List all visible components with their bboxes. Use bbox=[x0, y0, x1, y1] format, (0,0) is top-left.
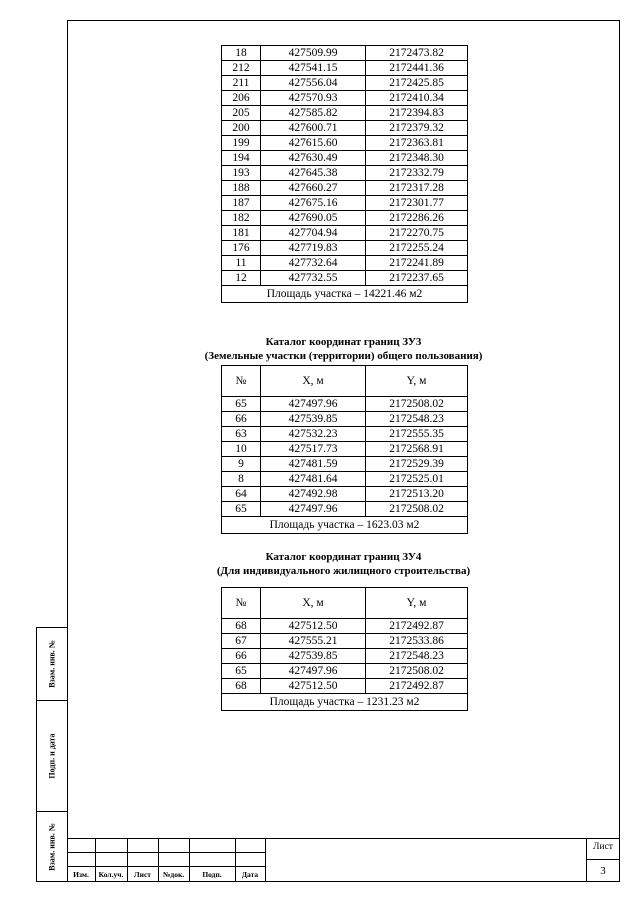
table-row bbox=[222, 487, 468, 502]
table-2-title-line-2: (Земельные участки (территории) общего пользования) bbox=[204, 350, 483, 362]
table-cell: 200 bbox=[222, 121, 261, 136]
table-cell: 2172255.24 bbox=[366, 241, 468, 256]
sheet-label: Лист bbox=[593, 842, 613, 852]
table-row bbox=[222, 91, 468, 106]
table-cell: 2172301.77 bbox=[366, 196, 468, 211]
table-cell: 194 bbox=[222, 151, 261, 166]
table-cell: 65 bbox=[222, 664, 261, 679]
title-block-col-6 bbox=[265, 838, 266, 882]
table-2-title bbox=[67, 335, 620, 363]
table-cell: 427732.64 bbox=[261, 256, 366, 271]
table-cell: 427615.60 bbox=[261, 136, 366, 151]
area-cell: Площадь участка – 1623.03 м2 bbox=[222, 517, 468, 534]
table-cell: 2172508.02 bbox=[366, 502, 468, 517]
table-cell: 427719.83 bbox=[261, 241, 366, 256]
table-cell: 66 bbox=[222, 649, 261, 664]
area-cell: Площадь участка – 1231.23 м2 bbox=[222, 694, 468, 711]
table-cell: 427481.64 bbox=[261, 472, 366, 487]
table-cell: 427570.93 bbox=[261, 91, 366, 106]
table-cell: 193 bbox=[222, 166, 261, 181]
side-stamp-podp-data-label: Подп. и дата bbox=[47, 733, 57, 779]
table-cell: 2172270.75 bbox=[366, 226, 468, 241]
header-cell: X, м bbox=[261, 588, 366, 619]
table-cell: 427556.04 bbox=[261, 76, 366, 91]
title-block-top-line bbox=[67, 838, 620, 839]
table-cell: 2172555.35 bbox=[366, 427, 468, 442]
table-cell: 212 bbox=[222, 61, 261, 76]
table-cell: 427509.99 bbox=[261, 46, 366, 61]
side-stamp-inv-zam-label: Взам. инв. № bbox=[47, 640, 57, 688]
table-cell: 68 bbox=[222, 679, 261, 694]
table-row bbox=[222, 427, 468, 442]
table-row bbox=[222, 679, 468, 694]
table-cell: 11 bbox=[222, 256, 261, 271]
table-cell: 2172513.20 bbox=[366, 487, 468, 502]
table-cell: 2172473.82 bbox=[366, 46, 468, 61]
table-cell: 2172394.83 bbox=[366, 106, 468, 121]
table-cell: 65 bbox=[222, 397, 261, 412]
table-2-title-line-1: Каталог координат границ ЗУ3 bbox=[265, 336, 422, 348]
area-cell: Площадь участка – 14221.46 м2 bbox=[222, 286, 468, 303]
table-cell: 199 bbox=[222, 136, 261, 151]
table-cell: 2172525.01 bbox=[366, 472, 468, 487]
table-cell: 2172529.39 bbox=[366, 457, 468, 472]
table-cell: 2172237.65 bbox=[366, 271, 468, 286]
table-row bbox=[222, 136, 468, 151]
coords-table-2 bbox=[221, 365, 468, 534]
table-row bbox=[222, 634, 468, 649]
table-row bbox=[222, 397, 468, 412]
sheet-number: 3 bbox=[600, 865, 606, 877]
table-cell: 12 bbox=[222, 271, 261, 286]
table-cell: 10 bbox=[222, 442, 261, 457]
table-cell: 2172379.32 bbox=[366, 121, 468, 136]
table-cell: 427517.73 bbox=[261, 442, 366, 457]
table-row bbox=[222, 181, 468, 196]
table-cell: 427532.23 bbox=[261, 427, 366, 442]
table-cell: 427660.27 bbox=[261, 181, 366, 196]
table-cell: 67 bbox=[222, 634, 261, 649]
side-stamp-inv-podl-label: Взам. инв. № bbox=[47, 822, 57, 871]
table-row bbox=[222, 457, 468, 472]
title-block-kol-uch: Кол.уч. bbox=[98, 870, 124, 879]
table-cell: 2172568.91 bbox=[366, 442, 468, 457]
table-cell: 427539.85 bbox=[261, 412, 366, 427]
table-cell: 2172548.23 bbox=[366, 412, 468, 427]
header-cell: Y, м bbox=[366, 366, 468, 397]
table-header-row bbox=[222, 366, 468, 397]
table-cell: 2172548.23 bbox=[366, 649, 468, 664]
table-cell: 427541.15 bbox=[261, 61, 366, 76]
coords-table-1 bbox=[221, 45, 468, 303]
title-block-ndok: №док. bbox=[162, 870, 185, 879]
area-row bbox=[222, 286, 468, 303]
table-cell: 427497.96 bbox=[261, 502, 366, 517]
table-cell: 182 bbox=[222, 211, 261, 226]
table-cell: 2172508.02 bbox=[366, 397, 468, 412]
side-stamp-inv-zam bbox=[36, 627, 68, 701]
table-cell: 427539.85 bbox=[261, 649, 366, 664]
table-cell: 9 bbox=[222, 457, 261, 472]
table-row bbox=[222, 619, 468, 634]
table-cell: 188 bbox=[222, 181, 261, 196]
table-cell: 427497.96 bbox=[261, 397, 366, 412]
table-cell: 64 bbox=[222, 487, 261, 502]
table-cell: 2172441.36 bbox=[366, 61, 468, 76]
table-cell: 2172332.79 bbox=[366, 166, 468, 181]
table-row bbox=[222, 664, 468, 679]
table-cell: 427704.94 bbox=[261, 226, 366, 241]
table-cell: 66 bbox=[222, 412, 261, 427]
table-cell: 2172363.81 bbox=[366, 136, 468, 151]
table-cell: 2172508.02 bbox=[366, 664, 468, 679]
table-row bbox=[222, 166, 468, 181]
table-row bbox=[222, 46, 468, 61]
table-row bbox=[222, 151, 468, 166]
title-block bbox=[67, 838, 620, 882]
table-cell: 2172317.28 bbox=[366, 181, 468, 196]
header-cell: № bbox=[222, 366, 261, 397]
table-cell: 2172425.85 bbox=[366, 76, 468, 91]
table-cell: 68 bbox=[222, 619, 261, 634]
table-cell: 8 bbox=[222, 472, 261, 487]
table-cell: 2172410.34 bbox=[366, 91, 468, 106]
table-cell: 427690.05 bbox=[261, 211, 366, 226]
table-row bbox=[222, 61, 468, 76]
table-cell: 206 bbox=[222, 91, 261, 106]
table-cell: 427585.82 bbox=[261, 106, 366, 121]
table-row bbox=[222, 472, 468, 487]
table-row bbox=[222, 226, 468, 241]
table-cell: 427675.16 bbox=[261, 196, 366, 211]
table-row bbox=[222, 76, 468, 91]
table-cell: 427481.59 bbox=[261, 457, 366, 472]
area-row bbox=[222, 517, 468, 534]
table-row bbox=[222, 649, 468, 664]
table-3-title-line-1: Каталог координат границ ЗУ4 bbox=[265, 551, 422, 563]
table-row bbox=[222, 211, 468, 226]
table-row bbox=[222, 241, 468, 256]
table-cell: 427630.49 bbox=[261, 151, 366, 166]
table-3-title-line-2: (Для индивидуального жилищного строительства) bbox=[216, 565, 471, 577]
table-cell: 65 bbox=[222, 502, 261, 517]
coords-table-3 bbox=[221, 587, 468, 711]
table-cell: 211 bbox=[222, 76, 261, 91]
table-cell: 427492.98 bbox=[261, 487, 366, 502]
table-cell: 427732.55 bbox=[261, 271, 366, 286]
table-row bbox=[222, 121, 468, 136]
table-cell: 427512.50 bbox=[261, 679, 366, 694]
table-cell: 427645.38 bbox=[261, 166, 366, 181]
area-row bbox=[222, 694, 468, 711]
table-cell: 2172492.87 bbox=[366, 619, 468, 634]
title-block-list: Лист bbox=[134, 870, 151, 879]
table-3-title bbox=[67, 550, 620, 578]
table-row bbox=[222, 442, 468, 457]
table-cell: 427600.71 bbox=[261, 121, 366, 136]
table-cell: 63 bbox=[222, 427, 261, 442]
table-cell: 18 bbox=[222, 46, 261, 61]
table-cell: 181 bbox=[222, 226, 261, 241]
header-cell: № bbox=[222, 588, 261, 619]
side-stamp-inv-podl bbox=[36, 811, 68, 882]
table-header-row bbox=[222, 588, 468, 619]
table-cell: 427497.96 bbox=[261, 664, 366, 679]
header-cell: X, м bbox=[261, 366, 366, 397]
table-row bbox=[222, 412, 468, 427]
title-block-izm: Изм. bbox=[73, 870, 89, 879]
table-cell: 2172348.30 bbox=[366, 151, 468, 166]
table-cell: 2172533.86 bbox=[366, 634, 468, 649]
title-block-data: Дата bbox=[241, 870, 259, 879]
table-row bbox=[222, 502, 468, 517]
table-cell: 205 bbox=[222, 106, 261, 121]
table-cell: 187 bbox=[222, 196, 261, 211]
side-stamp-podp-data bbox=[36, 700, 68, 812]
header-cell: Y, м bbox=[366, 588, 468, 619]
table-row bbox=[222, 271, 468, 286]
table-cell: 2172492.87 bbox=[366, 679, 468, 694]
table-cell: 176 bbox=[222, 241, 261, 256]
table-cell: 2172241.89 bbox=[366, 256, 468, 271]
table-row bbox=[222, 196, 468, 211]
title-block-podp: Подп. bbox=[202, 870, 222, 879]
title-block-sheet-line bbox=[586, 859, 620, 860]
table-cell: 2172286.26 bbox=[366, 211, 468, 226]
table-cell: 427555.21 bbox=[261, 634, 366, 649]
table-row bbox=[222, 106, 468, 121]
table-row bbox=[222, 256, 468, 271]
table-cell: 427512.50 bbox=[261, 619, 366, 634]
